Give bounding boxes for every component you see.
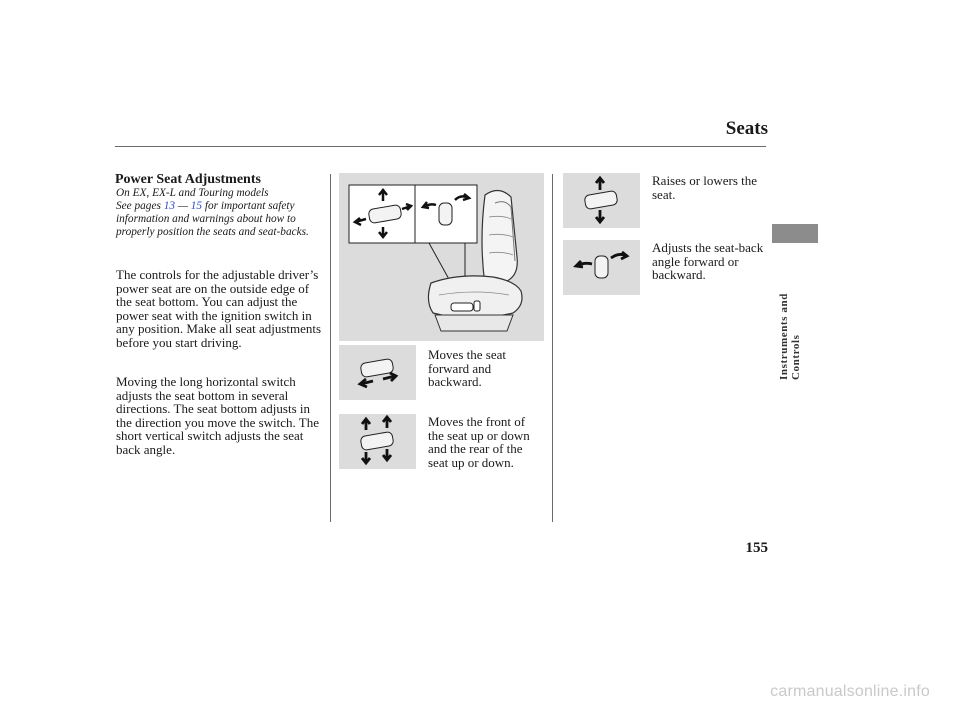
note-body	[116, 200, 321, 239]
intro-paragraph: The controls for the adjustable driver’s power seat are on the outside edge of the seat bottom. You can adjust the power seat with the ignition switch in any position. Make all seat adjustments before you start driving.	[116, 267, 322, 350]
section-heading: Power Seat Adjustments	[115, 172, 261, 187]
column-divider-right	[552, 174, 553, 522]
seat-drawing	[339, 173, 544, 341]
side-tab-label: Instruments and Controls	[778, 293, 802, 380]
note-rest: for important safety information and warnings about how to properly position the seats and seat-backs.	[116, 200, 309, 238]
side-tab-marker	[772, 224, 818, 243]
switch-front-rear-icon	[339, 414, 416, 469]
forward-backward-figure	[339, 345, 416, 400]
page-link-13[interactable]: 13	[163, 200, 175, 212]
note-see: See pages	[116, 200, 161, 212]
raise-lower-figure	[563, 173, 640, 228]
caption-forward-backward: Moves the seat forward and backward.	[428, 347, 506, 389]
front-rear-figure	[339, 414, 416, 469]
switch-paragraph: Moving the long horizontal switch adjusts the seat bottom in several directions. The seat bottom adjusts in the direction you move the switch. The short vertical switch adjusts the seat back angle.	[116, 374, 320, 457]
switch-forward-backward-icon	[339, 345, 416, 400]
caption-seatback: Adjusts the seat-back angle forward or backward.	[652, 240, 764, 282]
header-rule	[115, 146, 766, 147]
column-divider-left	[330, 174, 331, 522]
page-link-15[interactable]: 15	[190, 200, 202, 212]
note-models: On EX, EX-L and Touring models	[116, 187, 269, 199]
note-dash: —	[177, 200, 188, 212]
switch-seatback-icon	[563, 240, 640, 295]
caption-front-rear: Moves the front of the seat up or down and the rear of the seat up or down.	[428, 414, 530, 470]
page-number: 155	[745, 540, 768, 556]
caption-raise-lower: Raises or lowers the seat.	[652, 173, 758, 202]
section-title: Seats	[725, 118, 768, 139]
switch-raise-lower-icon	[563, 173, 640, 228]
seatback-figure	[563, 240, 640, 295]
safety-note	[116, 187, 321, 239]
watermark: carmanualsonline.info	[770, 683, 930, 700]
seat-illustration	[339, 173, 544, 341]
